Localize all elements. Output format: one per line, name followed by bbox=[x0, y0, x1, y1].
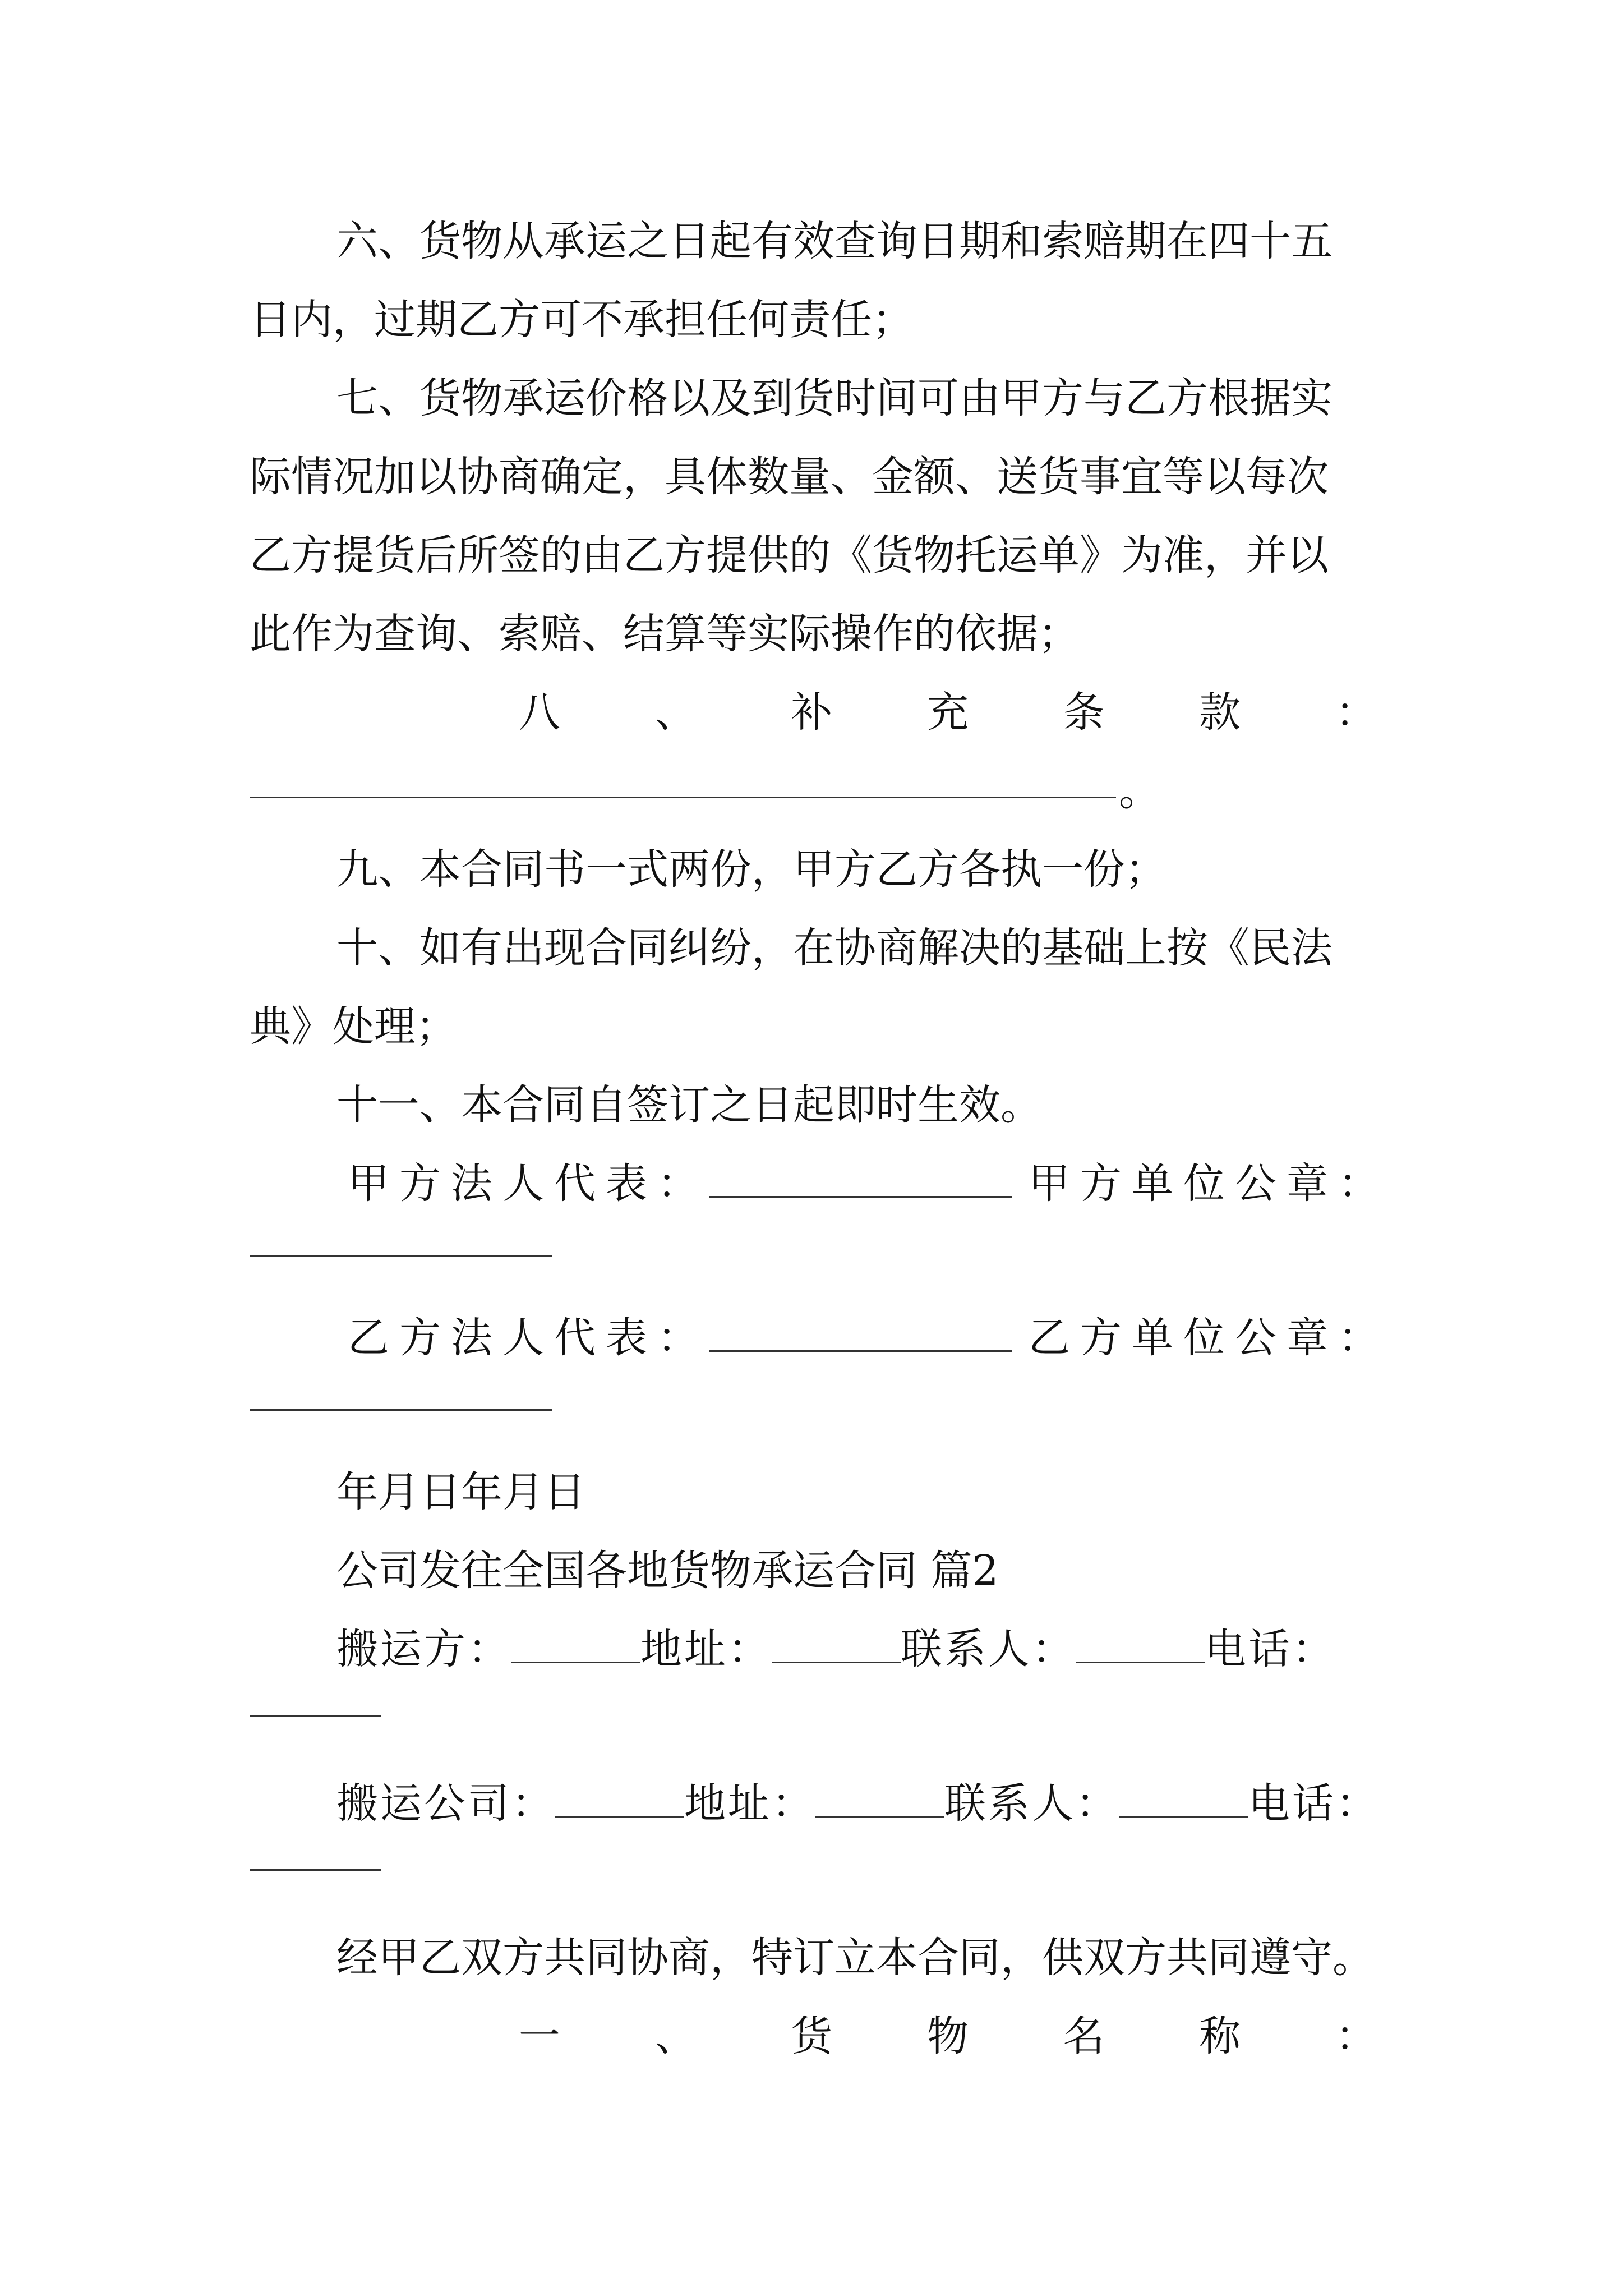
clause-1-char: 名 bbox=[1063, 2012, 1105, 2060]
party-b-rep-label: 乙方法人代表： bbox=[348, 1314, 709, 1362]
clause-7-line-2: 际情况加以协商确定，具体数量、金额、送货事宜等以每次 bbox=[250, 453, 1329, 501]
clause-1-char: 货 bbox=[791, 2012, 833, 2060]
mover-address-label: 地址： bbox=[640, 1625, 772, 1673]
clause-7-line-1: 七、货物承运价格以及到货时间可由甲方与乙方根据实 bbox=[336, 374, 1332, 422]
clause-10-line-2: 典》处理； bbox=[250, 1002, 457, 1051]
mover-blank[interactable] bbox=[511, 1620, 640, 1663]
clause-8-end-mark: 。 bbox=[1119, 767, 1160, 815]
company-label: 搬运公司： bbox=[336, 1779, 555, 1828]
company-contact-label: 联系人： bbox=[944, 1779, 1119, 1828]
date-line: 年月日年月日 bbox=[336, 1468, 585, 1516]
clause-1-char: 一 bbox=[519, 2012, 560, 2060]
clause-10-line-1: 十、如有出现合同纠纷，在协商解决的基础上按《民法 bbox=[336, 924, 1332, 972]
mover-label: 搬运方： bbox=[336, 1625, 511, 1673]
clause-1-char: 、 bbox=[654, 2012, 697, 2060]
contract-2-heading: 公司发往全国各地货物承运合同 篇2 bbox=[336, 1547, 999, 1595]
clause-8-char: ： bbox=[1335, 688, 1377, 737]
clause-11: 十一、本合同自签订之日起即时生效。 bbox=[336, 1081, 1042, 1129]
mover-line bbox=[336, 1610, 1336, 1688]
party-a-seal-label: 甲方单位公章： bbox=[1029, 1159, 1390, 1208]
party-b-rep-blank[interactable] bbox=[709, 1309, 1012, 1352]
company-phone-blank[interactable] bbox=[250, 1869, 381, 1871]
party-a-seal-blank[interactable] bbox=[250, 1255, 552, 1257]
clause-1-heading bbox=[250, 1997, 1377, 2076]
clause-9: 九、本合同书一式两份，甲方乙方各执一份； bbox=[336, 845, 1166, 894]
mover-contact-label: 联系人： bbox=[901, 1625, 1076, 1673]
mover-phone-blank[interactable] bbox=[250, 1715, 381, 1717]
clause-8-char: 、 bbox=[654, 688, 697, 737]
clause-8-char: 充 bbox=[926, 688, 969, 737]
clause-7-line-3: 乙方提货后所签的由乙方提供的《货物托运单》为准，并以 bbox=[250, 531, 1329, 579]
clause-8-fill-line bbox=[250, 797, 1116, 798]
clause-7-line-4: 此作为查询、索赔、结算等实际操作的依据； bbox=[250, 610, 1080, 658]
agreement-statement: 经甲乙双方共同协商，特订立本合同，供双方共同遵守。 bbox=[336, 1934, 1374, 1982]
mover-contact-blank[interactable] bbox=[1076, 1620, 1205, 1663]
party-b-seal-label: 乙方单位公章： bbox=[1029, 1314, 1390, 1362]
party-a-rep-label: 甲方法人代表： bbox=[348, 1159, 709, 1208]
company-phone-label: 电话： bbox=[1248, 1779, 1380, 1828]
signature-party-b bbox=[348, 1299, 1390, 1377]
clause-1-char: 物 bbox=[926, 2012, 969, 2060]
company-contact-blank[interactable] bbox=[1119, 1774, 1248, 1818]
mover-phone-label: 电话： bbox=[1205, 1625, 1336, 1673]
clause-8-heading bbox=[250, 673, 1377, 752]
company-blank[interactable] bbox=[555, 1774, 684, 1818]
company-line bbox=[336, 1764, 1380, 1843]
clause-8-char: 条 bbox=[1063, 688, 1105, 737]
company-address-blank[interactable] bbox=[815, 1774, 944, 1818]
clause-6-line-2: 日内，过期乙方可不承担任何责任； bbox=[250, 296, 914, 344]
company-address-label: 地址： bbox=[684, 1779, 815, 1828]
clause-1-char: ： bbox=[1335, 2012, 1377, 2060]
mover-address-blank[interactable] bbox=[772, 1620, 901, 1663]
clause-1-char: 称 bbox=[1199, 2012, 1241, 2060]
clause-8-char: 补 bbox=[791, 688, 833, 737]
clause-8-char: 八 bbox=[519, 688, 560, 737]
clause-6-line-1: 六、货物从承运之日起有效查询日期和索赔期在四十五 bbox=[336, 217, 1332, 265]
signature-party-a bbox=[348, 1144, 1390, 1223]
party-a-rep-blank[interactable] bbox=[709, 1154, 1012, 1198]
party-b-seal-blank[interactable] bbox=[250, 1409, 552, 1411]
clause-8-char: 款 bbox=[1199, 688, 1241, 737]
